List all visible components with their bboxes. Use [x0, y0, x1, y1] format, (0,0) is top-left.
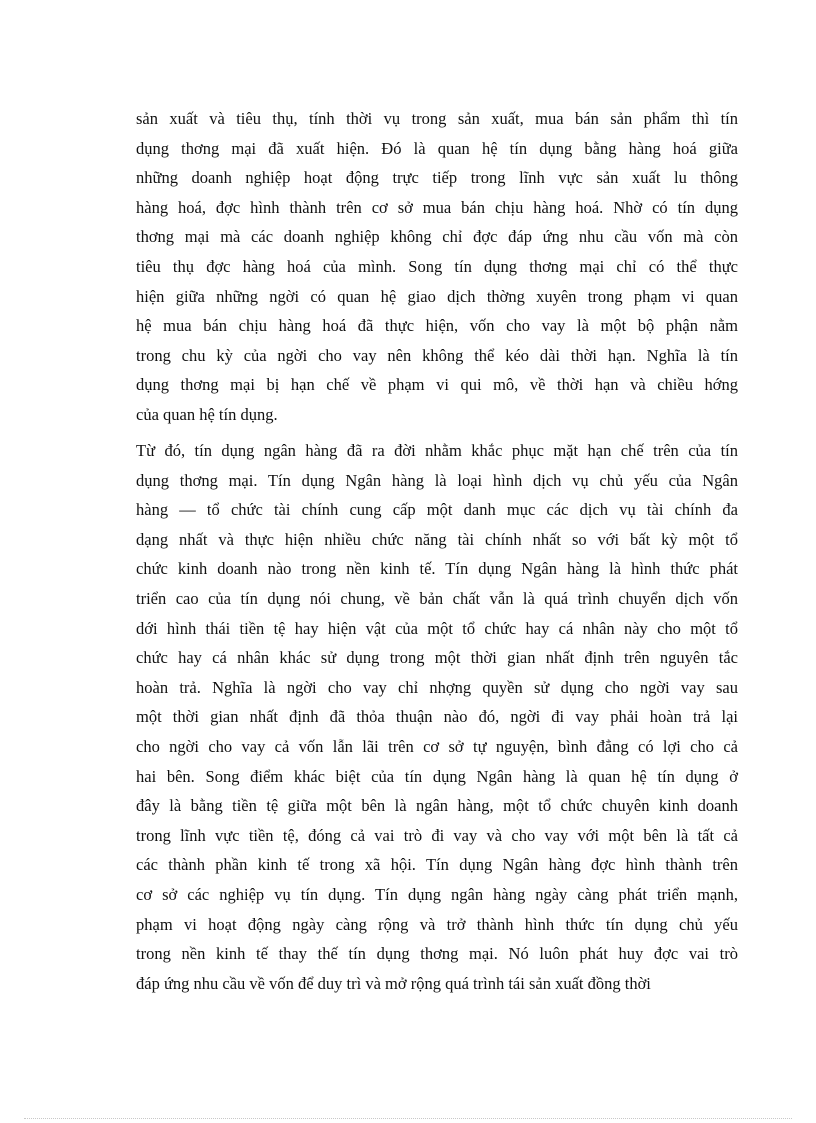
text-line: cơ sở các nghiệp vụ tín dụng. Tín dụng ngân hàng ngày càng phát triển mạnh, — [136, 884, 738, 904]
text-line: sản xuất và tiêu thụ, tính thời vụ trong sản xuất, mua bán sản phẩm thì tín — [136, 109, 738, 128]
page-bottom-rule — [24, 1118, 792, 1119]
text-line: hiện giữa những ngời có quan hệ giao dịch thờng xuyên trong phạm vi quan — [136, 286, 738, 306]
text-line: các thành phần kinh tế trong xã hội. Tín dụng Ngân hàng đợc hình thành trên — [136, 855, 738, 875]
text-line: dụng thơng mại đã xuất hiện. Đó là quan hệ tín dụng bằng hàng hoá giữa — [136, 138, 738, 158]
text-line: chức kinh doanh nào trong nền kinh tế. Tín dụng Ngân hàng là hình thức phát — [136, 559, 738, 579]
text-line: dạng nhất và thực hiện nhiều chức năng tài chính nhất so với bất kỳ một tổ — [136, 529, 738, 549]
text-line: cho ngời cho vay cả vốn lẫn lãi trên cơ sở tự nguyện, bình đẳng có lợi cho cả — [136, 736, 738, 756]
text-line: hàng — tổ chức tài chính cung cấp một danh mục các dịch vụ tài chính đa — [136, 500, 738, 520]
text-line: hệ mua bán chịu hàng hoá đã thực hiện, vốn cho vay là một bộ phận nằm — [136, 316, 738, 336]
text-line: dụng thơng mại. Tín dụng Ngân hàng là loại hình dịch vụ chủ yếu của Ngân — [136, 470, 738, 490]
text-line: thơng mại mà các doanh nghiệp không chỉ đợc đáp ứng nhu cầu vốn mà còn — [136, 227, 738, 247]
text-line: một thời gian nhất định đã thỏa thuận nào đó, ngời đi vay phải hoàn trả lại — [136, 707, 738, 727]
text-line: đáp ứng nhu cầu về vốn để duy trì và mở rộng quá trình tái sản xuất đồng thời — [136, 973, 651, 993]
text-line: hàng hoá, đợc hình thành trên cơ sở mua bán chịu hàng hoá. Nhờ có tín dụng — [136, 197, 738, 217]
paragraph-2 — [136, 436, 738, 998]
text-line: của quan hệ tín dụng. — [136, 404, 278, 424]
paragraph-1 — [136, 104, 738, 430]
text-line: những doanh nghiệp hoạt động trực tiếp trong lĩnh vực sản xuất lu thông — [136, 168, 738, 188]
text-line: trong lĩnh vực tiền tệ, đóng cả vai trò đi vay và cho vay với một bên là tất cả — [136, 825, 738, 845]
text-line: trong nền kinh tế thay thế tín dụng thơng mại. Nó luôn phát huy đợc vai trò — [136, 944, 738, 964]
text-line: chức hay cá nhân khác sử dụng trong một thời gian nhất định trên nguyên tắc — [136, 648, 738, 668]
text-line: hai bên. Song điểm khác biệt của tín dụng Ngân hàng là quan hệ tín dụng ở — [136, 766, 738, 786]
text-line: trong chu kỳ của ngời cho vay nên không thể kéo dài thời hạn. Nghĩa là tín — [136, 345, 738, 365]
text-line: đây là bằng tiền tệ giữa một bên là ngân hàng, một tổ chức chuyên kinh doanh — [136, 796, 738, 816]
text-line: Từ đó, tín dụng ngân hàng đã ra đời nhằm khắc phục mặt hạn chế trên của tín — [136, 441, 738, 460]
text-line: triển cao của tín dụng nói chung, về bản chất vẫn là quá trình chuyển dịch vốn — [136, 588, 738, 608]
text-line: dới hình thái tiền tệ hay hiện vật của một tổ chức hay cá nhân này cho một tổ — [136, 618, 738, 638]
text-line: dụng thơng mại bị hạn chế về phạm vi qui mô, về thời hạn và chiều hớng — [136, 375, 738, 395]
text-line: phạm vi hoạt động ngày càng rộng và trở thành hình thức tín dụng chủ yếu — [136, 914, 738, 934]
text-line: tiêu thụ đợc hàng hoá của mình. Song tín dụng thơng mại chỉ có thể thực — [136, 256, 738, 276]
text-line: hoàn trả. Nghĩa là ngời cho vay chỉ nhợng quyền sử dụng cho ngời vay sau — [136, 677, 738, 697]
